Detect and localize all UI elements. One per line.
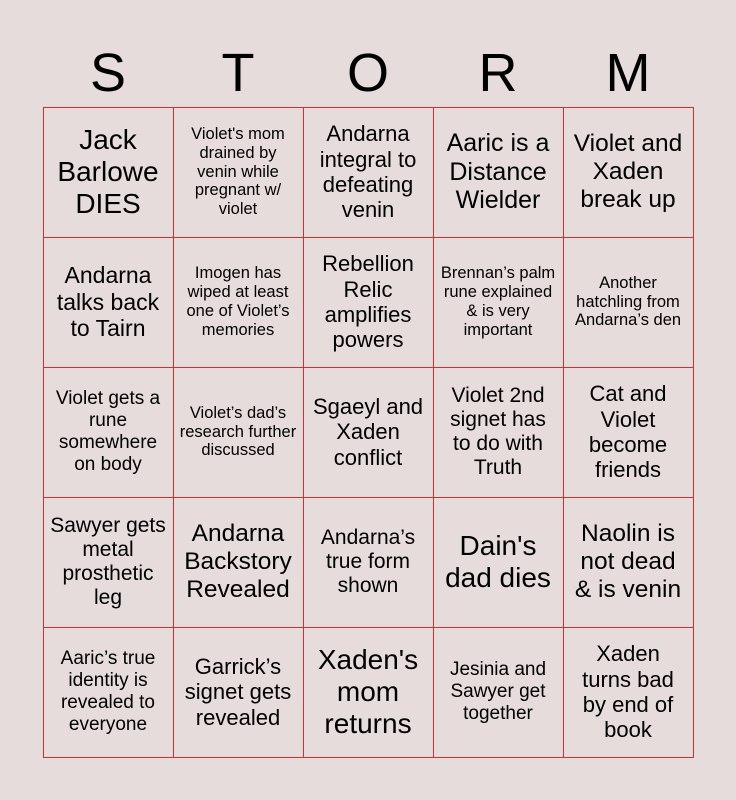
header-letter-o: O bbox=[346, 43, 389, 103]
bingo-cell[interactable]: Sgaeyl and Xaden conflict bbox=[303, 367, 434, 498]
bingo-cell[interactable]: Jack Barlowe DIES bbox=[43, 107, 174, 238]
bingo-cell[interactable]: Sawyer gets metal prosthetic leg bbox=[43, 497, 174, 628]
bingo-cell[interactable]: Brennan’s palm rune explained & is very important bbox=[433, 237, 564, 368]
bingo-cell[interactable]: Cat and Violet become friends bbox=[563, 367, 694, 498]
bingo-cell[interactable]: Dain's dad dies bbox=[433, 497, 564, 628]
bingo-cell[interactable]: Violet’s dad’s research further discussed bbox=[173, 367, 304, 498]
bingo-cell[interactable]: Xaden turns bad by end of book bbox=[563, 627, 694, 758]
bingo-cell[interactable]: Aaric’s true identity is revealed to everyone bbox=[43, 627, 174, 758]
bingo-cell[interactable]: Andarna integral to defeating venin bbox=[303, 107, 434, 238]
bingo-cell[interactable]: Violet 2nd signet has to do with Truth bbox=[433, 367, 564, 498]
bingo-cell[interactable]: Jesinia and Sawyer get together bbox=[433, 627, 564, 758]
bingo-cell[interactable]: Imogen has wiped at least one of Violet’s memories bbox=[173, 237, 304, 368]
bingo-cell[interactable]: Garrick’s signet gets revealed bbox=[173, 627, 304, 758]
header-letter-t: T bbox=[221, 43, 255, 103]
bingo-cell[interactable]: Aaric is a Distance Wielder bbox=[433, 107, 564, 238]
bingo-board bbox=[43, 107, 693, 757]
header-letter-r: R bbox=[478, 43, 518, 103]
bingo-cell[interactable]: Violet's mom drained by venin while pregnant w/ violet bbox=[173, 107, 304, 238]
bingo-cell[interactable]: Naolin is not dead & is venin bbox=[563, 497, 694, 628]
bingo-cell[interactable]: Violet and Xaden break up bbox=[563, 107, 694, 238]
bingo-cell[interactable]: Xaden's mom returns bbox=[303, 627, 434, 758]
bingo-cell[interactable]: Another hatchling from Andarna’s den bbox=[563, 237, 694, 368]
header-letter-m: M bbox=[605, 43, 651, 103]
header-letter-s: S bbox=[89, 43, 127, 103]
bingo-cell[interactable]: Violet gets a rune somewhere on body bbox=[43, 367, 174, 498]
bingo-cell[interactable]: Andarna’s true form shown bbox=[303, 497, 434, 628]
bingo-cell[interactable]: Andarna talks back to Tairn bbox=[43, 237, 174, 368]
bingo-cell[interactable]: Rebellion Relic amplifies powers bbox=[303, 237, 434, 368]
bingo-header bbox=[43, 40, 693, 106]
bingo-cell[interactable]: Andarna Backstory Revealed bbox=[173, 497, 304, 628]
